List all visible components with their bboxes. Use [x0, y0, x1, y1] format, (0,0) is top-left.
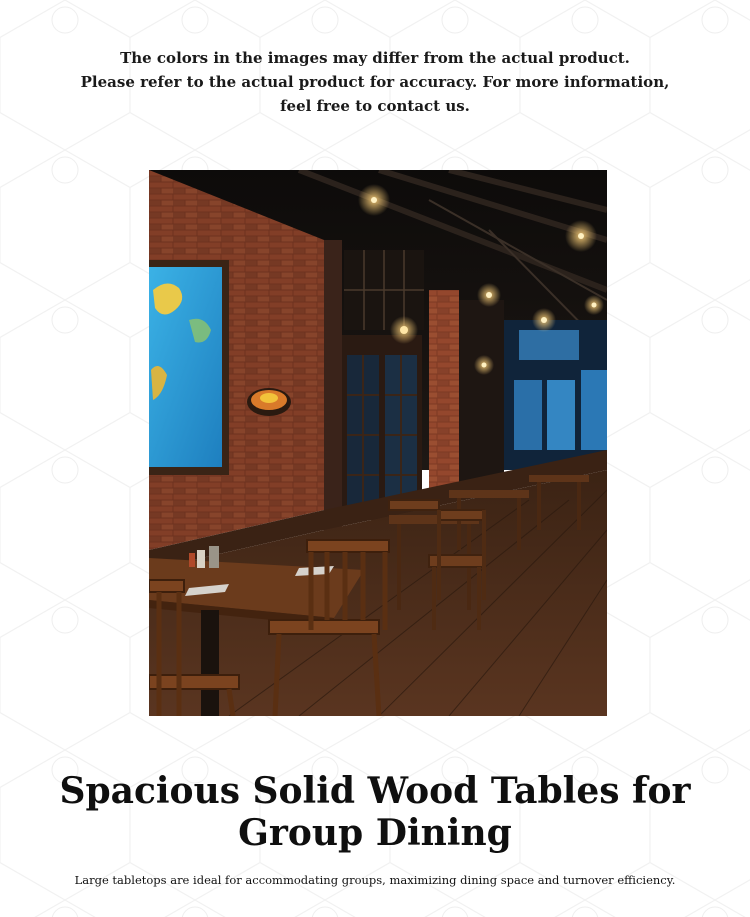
section-headline [0, 770, 750, 854]
disclaimer-line-3: feel free to contact us. [280, 97, 470, 115]
restaurant-photo [149, 170, 607, 716]
section-caption: Large tabletops are ideal for accommodating groups, maximizing dining space and turnover efficiency. [74, 873, 676, 887]
headline-line-2: Group Dining [238, 812, 512, 854]
restaurant-illustration [149, 170, 607, 716]
disclaimer-line-1: The colors in the images may differ from the actual product. [120, 49, 630, 67]
headline-line-1: Spacious Solid Wood Tables for [59, 770, 691, 812]
color-disclaimer [0, 46, 750, 118]
disclaimer-line-2: Please refer to the actual product for accuracy. For more information, [80, 73, 670, 91]
